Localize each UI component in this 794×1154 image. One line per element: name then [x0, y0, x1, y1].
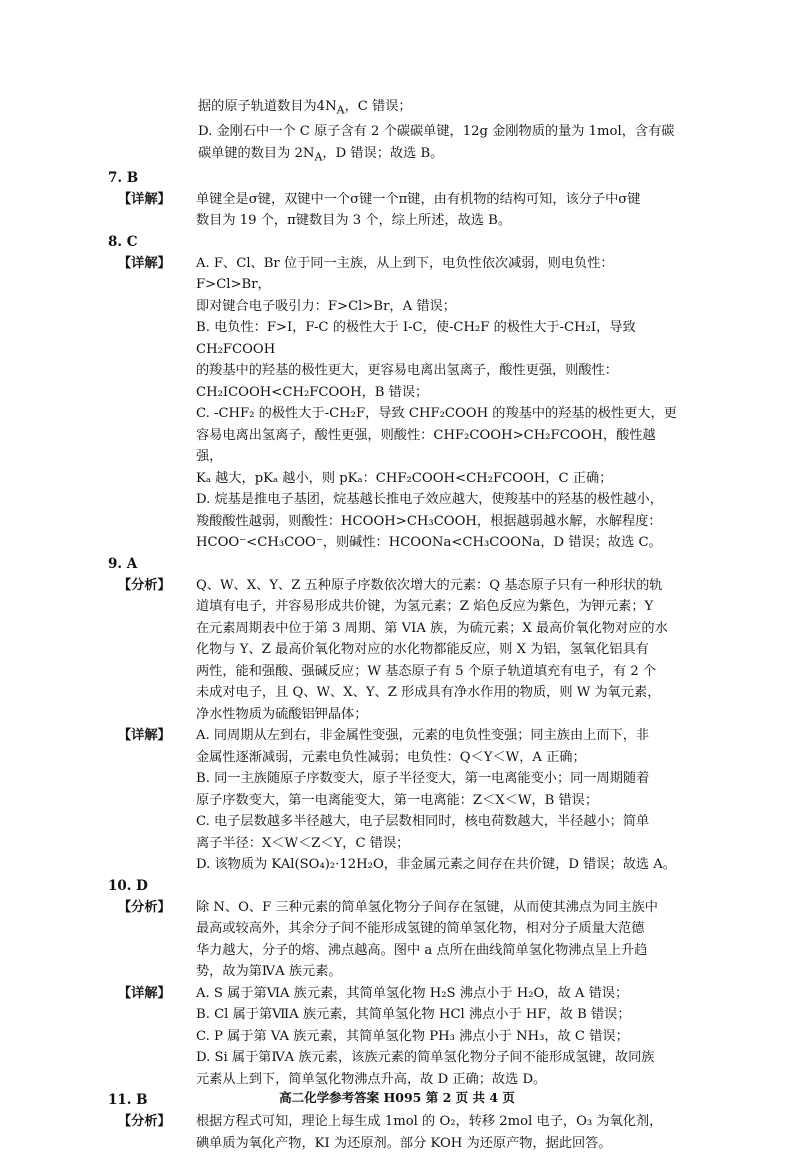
text-line: 未成对电子，且 Q、W、X、Y、Z 形成具有净水作用的物质，则 W 为氧元素， — [196, 685, 661, 701]
text-line: Q、W、X、Y、Z 五种原子序数依次增大的元素：Q 基态原子只有一种形状的轨 — [196, 577, 663, 593]
text-line: A. S 属于第ⅥA 族元素，其简单氢化物 H₂S 沸点小于 H₂O，故 A 错误； — [196, 985, 629, 1001]
text-line: A. 同周期从左到右，非金属性变强，元素的电负性变强；同主族由上而下，非 — [196, 728, 650, 744]
text-line: 的羧基中的羟基的极性更大，更容易电离出氢离子，酸性更强，则酸性： — [196, 363, 618, 379]
text-line: 单键全是σ键，双键中一个σ键一个π键，由有机物的结构可知，该分子中σ键 — [196, 191, 641, 207]
page-content — [108, 96, 678, 1154]
text-line: HCOO⁻<CH₃COO⁻，则碱性：HCOONa<CH₃COONa，D 错误；故选 C。 — [196, 535, 662, 551]
detail-tag: 【详解】 — [118, 728, 171, 744]
text-line: 在元素周期表中位于第 3 周期、第 VIA 族，为硫元素；X 最高价氧化物对应的水 — [196, 620, 668, 636]
detail-lines — [196, 983, 678, 1091]
answer-7: 7. B — [108, 169, 139, 186]
text-line: D. Si 属于第ⅣA 族元素，该族元素的简单氢化物分子间不能形成氢键，故同族 — [196, 1050, 655, 1066]
analysis-block-9 — [118, 575, 678, 726]
detail-block-9 — [118, 725, 678, 876]
text-line: B. 电负性：F>I，F-C 的极性大于 I-C，使-CH₂F 的极性大于-CH₂I，导致 CH₂FCOOH — [196, 320, 636, 357]
text-run: ，C 错误； — [344, 99, 412, 114]
text-line: 除 N、O、F 三种元素的简单氢化物分子间存在氢键，从而使其沸点为同主族中 — [196, 899, 658, 915]
text-line — [198, 143, 678, 168]
text-line: CH₂ICOOH<CH₂FCOOH，B 错误； — [196, 384, 429, 400]
text-line: 原子序数变大，第一电离能变大，第一电离能：Z＜X＜W，B 错误； — [196, 792, 599, 808]
answer-9: 9. A — [108, 555, 138, 572]
text-line: 最高或较高外，其余分子间不能形成氢键的简单氢化物，相对分子质量大范德 — [196, 921, 645, 937]
text-line: 金属性逐渐减弱，元素电负性减弱；电负性：Q＜Y＜W，A 正确； — [196, 749, 586, 765]
answer-11: 11. B — [108, 1092, 148, 1109]
text-line: 道填有电子，并容易形成共价键，为氢元素；Z 焰色反应为紫色，为钾元素；Y — [196, 599, 654, 615]
detail-tag: 【详解】 — [118, 191, 171, 207]
text-line: 羧酸酸性越弱，则酸性：HCOOH>CH₃COOH，根据越弱越水解，水解程度： — [196, 513, 662, 529]
analysis-tag: 【分析】 — [118, 899, 171, 915]
text-line: D. 烷基是推电子基团，烷基越长推电子效应越大，使羧基中的羟基的极性越小， — [196, 492, 663, 508]
detail-tag: 【详解】 — [118, 255, 171, 271]
subscript: A — [314, 150, 323, 164]
text-line: 即对键合电子吸引力：F>Cl>Br，A 错误； — [196, 298, 456, 314]
text-line: C. P 属于第 VA 族元素，其简单氢化物 PH₃ 沸点小于 NH₃，故 C 错误； — [196, 1028, 629, 1044]
text-line — [198, 96, 678, 121]
detail-block-8 — [118, 253, 678, 554]
text-line: 净水性物质为硫酸铝钾晶体； — [196, 706, 368, 722]
text-line: B. 同一主族随原子序数变大，原子半径变大，第一电离能变小；同一周期随着 — [196, 771, 650, 787]
analysis-lines — [196, 1111, 678, 1154]
detail-block-7 — [118, 189, 678, 232]
text-line: 化物与 Y、Z 最高价氧化物对应的水化物都能反应，则 X 为铝，氢氧化铝具有 — [196, 642, 649, 658]
text-line: C. 电子层数越多半径越大，电子层数相同时，核电荷数越大，半径越小；简单 — [196, 814, 650, 830]
text-line: 元素从上到下，简单氢化物沸点升高，故 D 正确；故选 D。 — [196, 1071, 547, 1087]
text-line: 碘单质为氧化产物，KI 为还原剂。部分 KOH 为还原产物，据此回答。 — [196, 1135, 612, 1151]
detail-lines — [196, 189, 678, 232]
analysis-lines — [196, 575, 678, 726]
subscript: A — [336, 103, 345, 117]
detail-lines — [196, 725, 678, 876]
text-run: 据的原子轨道数目为4N — [198, 99, 337, 114]
analysis-block-10 — [118, 897, 678, 983]
analysis-block-11 — [118, 1111, 678, 1154]
analysis-lines — [196, 897, 678, 983]
continuation-block — [118, 96, 678, 168]
text-run: 碳单键的数目为 2N — [198, 145, 315, 161]
text-line: A. F、Cl、Br 位于同一主族，从上到下，电负性依次减弱，则电负性：F>Cl>Br， — [196, 255, 614, 293]
text-line: C. -CHF₂ 的极性大于-CH₂F，导致 CHF₂COOH 的羧基中的羟基的极性更大，更 — [196, 406, 677, 422]
detail-block-10 — [118, 983, 678, 1091]
text-line: 华力越大，分子的熔、沸点越高。图中 a 点所在曲线简单氢化物沸点呈上升趋 — [196, 942, 648, 958]
text-line: D. 该物质为 KAl(SO₄)₂·12H₂O，非金属元素之间存在共价键，D 错误；故选 A。 — [196, 857, 676, 873]
text-line: Kₐ 越大，pKₐ 越小，则 pKₐ：CHF₂COOH<CH₂FCOOH，C 正确； — [196, 470, 613, 486]
text-line: 根据方程式可知，理论上每生成 1mol 的 O₂，转移 2mol 电子，O₃ 为氧化剂， — [196, 1114, 663, 1130]
answer-8: 8. C — [108, 233, 138, 250]
text-line: 两性，能和强酸、强碱反应；W 基态原子有 5 个原子轨道填充有电子，有 2 个 — [196, 663, 657, 679]
text-run: ，D 错误；故选 B。 — [322, 145, 444, 161]
text-line: 离子半径：X＜W＜Z＜Y，C 错误； — [196, 835, 410, 851]
page-footer: 高二化学参考答案 H095 第 2 页 共 4 页 — [279, 1090, 515, 1105]
text-line: 容易电离出氢离子，酸性更强，则酸性：CHF₂COOH>CH₂FCOOH，酸性越强， — [196, 427, 656, 465]
analysis-tag: 【分析】 — [118, 577, 171, 593]
text-line: 势，故为第ⅣA 族元素。 — [196, 964, 342, 980]
analysis-tag: 【分析】 — [118, 1114, 171, 1130]
answer-10: 10. D — [108, 877, 148, 894]
detail-tag: 【详解】 — [118, 985, 171, 1001]
text-line: D. 金刚石中一个 C 原子含有 2 个碳碳单键，12g 金刚物质的量为 1mol，含有碳 — [198, 124, 675, 140]
text-line: B. Cl 属于第ⅦA 族元素，其简单氢化物 HCl 沸点小于 HF，故 B 错误； — [196, 1007, 631, 1023]
text-line: 数目为 19 个，π键数目为 3 个，综上所述，故选 B。 — [196, 213, 512, 229]
detail-lines — [196, 253, 678, 554]
